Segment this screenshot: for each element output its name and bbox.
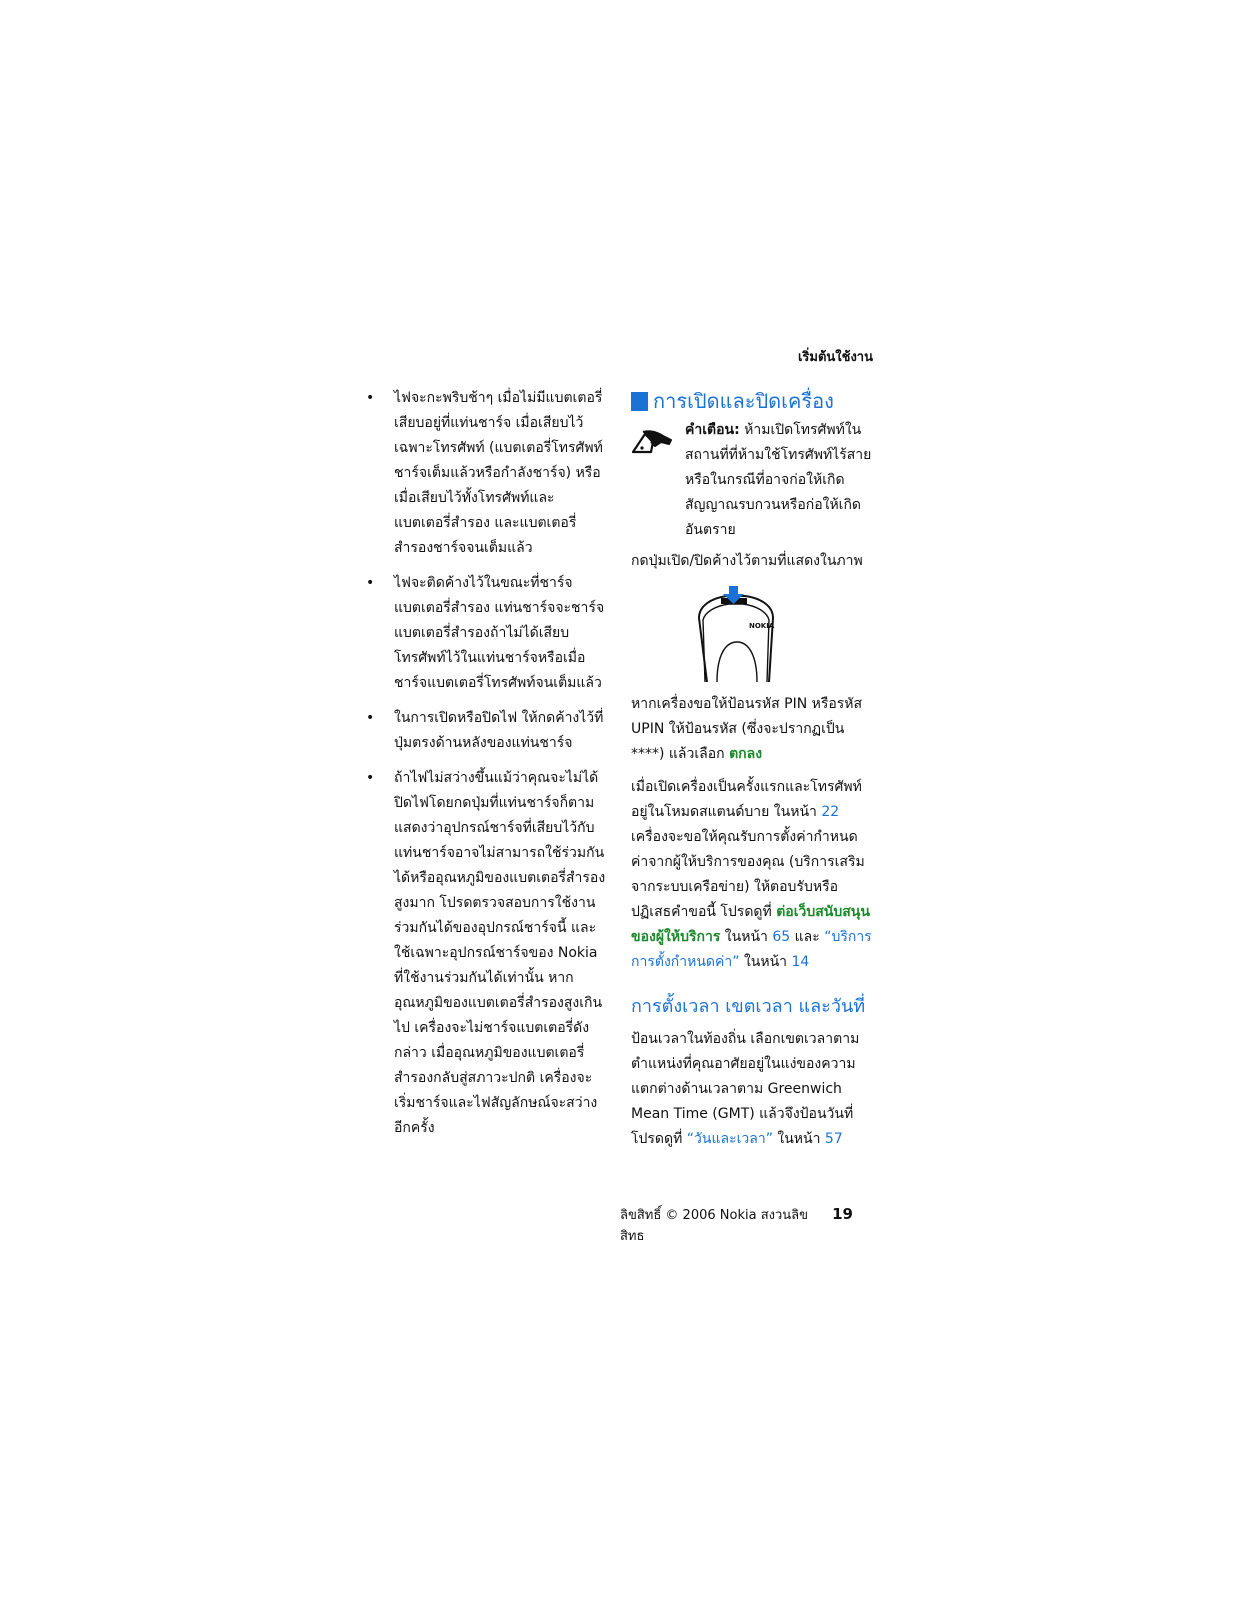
list-item-text: ไฟจะติดค้างไว้ในขณะที่ชาร์จแบตเตอรี่สำรอง แท่นชาร์จจะชาร์จแบตเตอรี่สำรองถ้าไม่ได้เสียบโทรศัพท์ไว้ในแท่นชาร์จหรือเมื่อชาร์จแบตเตอรี่โทรศัพท์จนเต็มแล้ว [394, 575, 605, 691]
list-item-text: ถ้าไฟไม่สว่างขึ้นแม้ว่าคุณจะไม่ได้ปิดไฟโดยกดปุ่มที่แท่นชาร์จก็ตาม แสดงว่าอุปกรณ์ชาร์จที่เสียบไว้กับแท่นชาร์จอาจไม่สามารถใช้ร่วมกันได้หรืออุณหภูมิของแบตเตอรี่สำรองสูงมาก โปรดตรวจสอบการใช้งานร่วมกันได้ของอุปกรณ์ชาร์จนี้ และใช้เฉพาะอุปกรณ์ชาร์จของ Nokia ที่ใช้งานร่วมกันได้เท่านั้น หากอุณหภูมิของแบตเตอรี่สำรองสูงเกินไป เครื่องจะไม่ชาร์จแบตเตอรี่ดังกล่าว เมื่ออุณหภูมิของแบตเตอรี่สำรองกลับสู่สภาวะปกติ เครื่องจะเริ่มชาร์จและไฟสัญลักษณ์จะสว่างอีกครั้ง [394, 770, 606, 1136]
first-start-text-5: ในหน้า [739, 954, 792, 970]
date-time-link[interactable]: “วันและเวลา” [686, 1131, 773, 1147]
ok-softkey-label: ตกลง [729, 746, 763, 762]
warning-body: ห้ามเปิดโทรศัพท์ในสถานที่ที่ห้ามใช้โทรศัพท์ไร้สาย หรือในกรณีที่อาจก่อให้เกิดสัญญาณรบกวนหรือก่อให้เกิดอันตราย [685, 422, 872, 538]
page-ref-link[interactable]: 14 [791, 954, 810, 970]
time-text-2: ในหน้า [772, 1131, 825, 1147]
section-title-text: การเปิดและปิดเครื่อง [653, 389, 834, 413]
bullet-icon: • [366, 710, 375, 726]
list-item-text: ไฟจะกะพริบช้าๆ เมื่อไม่มีแบตเตอรี่เสียบอยู่ที่แท่นชาร์จ เมื่อเสียบไว้เฉพาะโทรศัพท์ (แบตเตอรี่โทรศัพท์ชาร์จเต็มแล้วหรือกำลังชาร์จ) หรือเมื่อเสียบไว้ทั้งโทรศัพท์และแบตเตอรี่สำรอง และแบตเตอรี่สำรองชาร์จจนเต็มแล้ว [394, 390, 603, 556]
warning-text [685, 418, 873, 543]
bullet-icon: • [366, 770, 375, 786]
first-start-text-1: เมื่อเปิดเครื่องเป็นครั้งแรกและโทรศัพท์อยู่ในโหมดสแตนด์บาย ในหน้า [631, 779, 862, 820]
page-ref-link[interactable]: 65 [772, 929, 791, 945]
support-web-link[interactable]: ต่อเว็บสนับสนุนของผู้ให้บริการ [631, 904, 870, 945]
section-square-icon [631, 392, 648, 411]
time-setting-paragraph [631, 1027, 873, 1152]
page-ref-link[interactable]: 22 [821, 804, 840, 820]
bullet-icon: • [366, 575, 375, 591]
press-instruction: กดปุ่มเปิด/ปิดค้างไว้ตามที่แสดงในภาพ [631, 553, 863, 569]
list-item [366, 766, 610, 1141]
first-start-paragraph [631, 775, 873, 975]
page-ref-link[interactable]: 57 [824, 1131, 843, 1147]
section-title [631, 386, 873, 416]
right-column [631, 386, 873, 1152]
page-number: 19 [832, 1205, 853, 1223]
warning-block [631, 418, 873, 543]
first-start-text-4: และ [790, 929, 825, 945]
list-item [366, 706, 610, 756]
warning-label: คำเตือน: [685, 422, 740, 438]
subsection-title: การตั้งเวลา เขตเวลา และวันที่ [631, 996, 866, 1017]
list-item [366, 571, 610, 696]
time-text-1: ป้อนเวลาในท้องถิ่น เลือกเขตเวลาตามตำแหน่งที่คุณอาศัยอยู่ในแง่ของความแตกต่างด้านเวลาตาม Greenwich Mean Time (GMT) แล้วจึงป้อนวันที่ โปรดดูที่ [631, 1031, 860, 1147]
first-start-text-2: เครื่องจะขอให้คุณรับการตั้งค่ากำหนดค่าจากผู้ให้บริการของคุณ (บริการเสริมจากระบบเครือข่าย) ให้ตอบรับหรือปฏิเสธคำขอนี้ โปรดดูที่ [631, 829, 865, 920]
charger-light-list [366, 386, 610, 1141]
list-item [366, 386, 610, 561]
left-column [366, 386, 610, 1151]
config-service-link[interactable]: “บริการการตั้งกำหนดค่า” [631, 929, 872, 970]
phone-brand-label: NOKIA [749, 622, 775, 630]
pin-instruction [631, 692, 873, 767]
phone-power-key-figure [631, 586, 873, 682]
copyright-text: ลิขสิทธิ์ © 2006 Nokia สงวนลิขสิทธ [620, 1208, 809, 1244]
warning-hand-icon [631, 418, 685, 543]
first-start-text-3: ในหน้า [720, 929, 773, 945]
page-footer [620, 1204, 853, 1246]
pin-text: หากเครื่องขอให้ป้อนรหัส PIN หรือรหัส UPIN ให้ป้อนรหัส (ซึ่งจะปรากฏเป็น ****) แล้วเลือก [631, 696, 863, 762]
running-header: เริ่มต้นใช้งาน [797, 350, 873, 365]
bullet-icon: • [366, 390, 375, 406]
list-item-text: ในการเปิดหรือปิดไฟ ให้กดค้างไว้ที่ปุ่มตรงด้านหลังของแท่นชาร์จ [394, 710, 604, 751]
